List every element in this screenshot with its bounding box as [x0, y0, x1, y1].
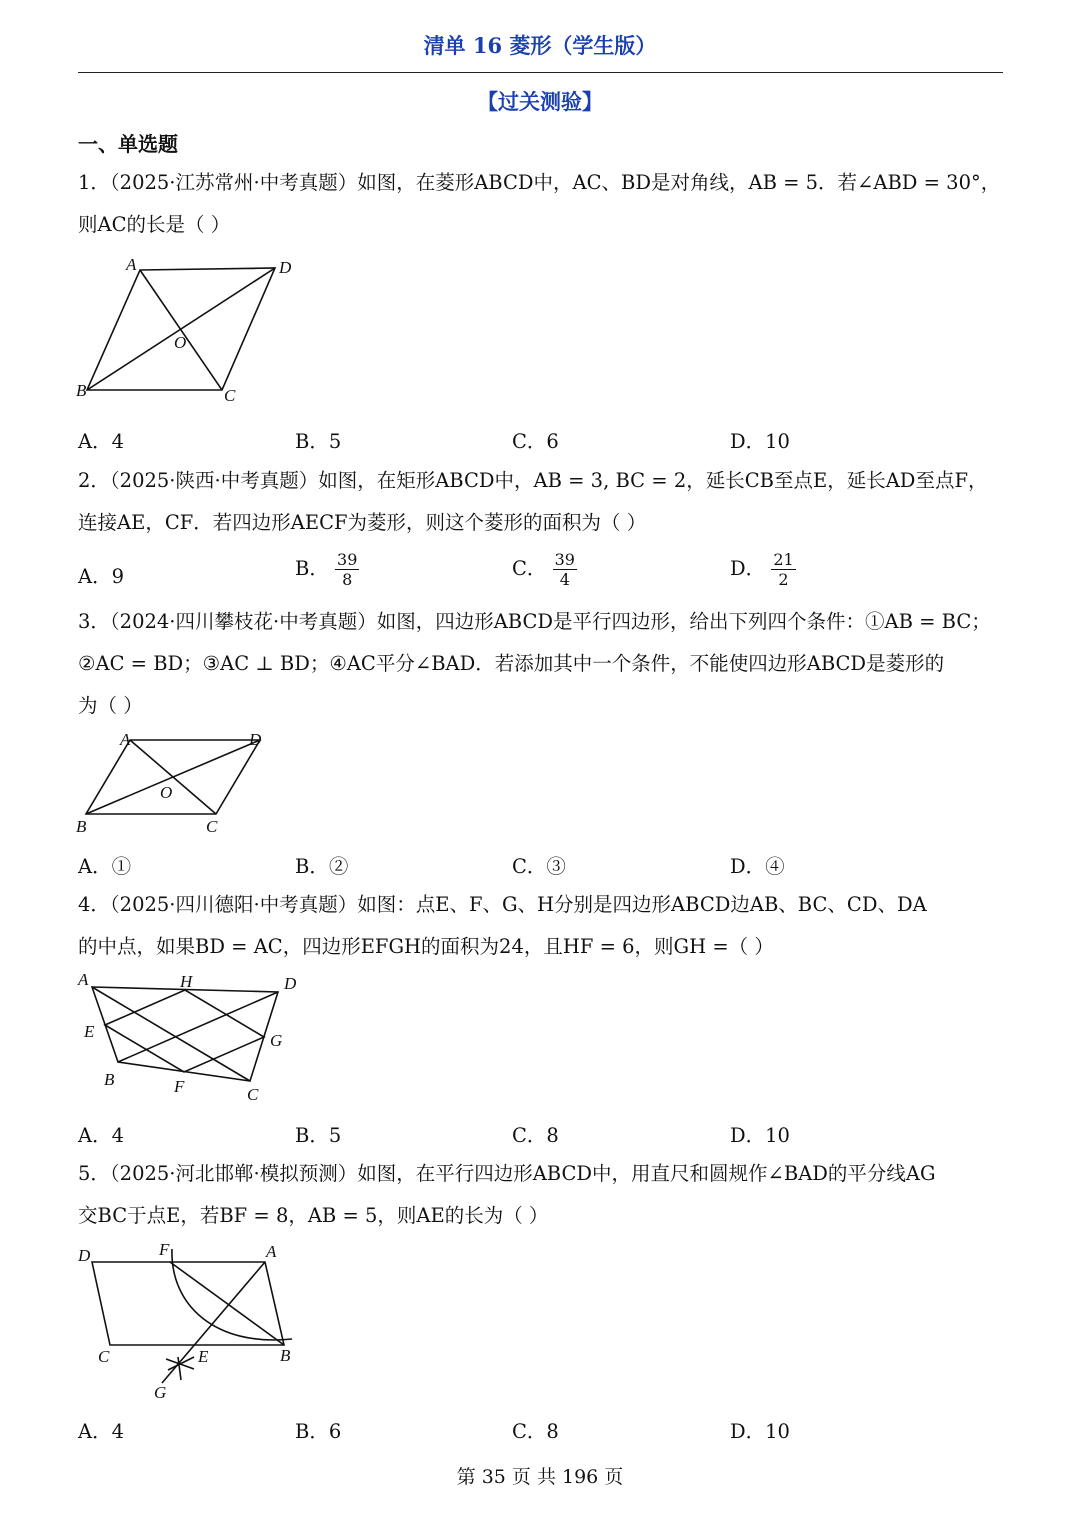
question-text: 的中点，如果BD = AC，四边形EFGH的面积为24，且HF = 6，则GH =（ ） — [78, 935, 774, 958]
section-tag: 【过关测验】 — [477, 89, 603, 114]
option-a[interactable]: A．4 — [78, 1124, 124, 1147]
label-a: A — [266, 1242, 277, 1261]
page-header-title: 清单 16 菱形（学生版） — [423, 33, 657, 58]
question-text: 交BC于点E，若BF = 8，AB = 5，则AE的长为（ ） — [78, 1204, 549, 1227]
label-a: A — [78, 970, 89, 989]
label-d: D — [284, 974, 297, 993]
diagonal-bd — [87, 268, 275, 390]
label-e: E — [84, 1022, 95, 1041]
figure-quadrilateral-efgh — [70, 965, 320, 1110]
header-rule — [78, 72, 1003, 73]
label-d: D — [279, 258, 292, 277]
diagonal-bd — [118, 992, 278, 1062]
label-e: E — [198, 1347, 209, 1366]
question-text: 如图，在平行四边形ABCD中，用直尺和圆规作∠BAD的平分线AG — [357, 1162, 936, 1185]
option-c[interactable]: C．8 — [512, 1420, 559, 1443]
question-number: 2． — [78, 469, 110, 492]
label-d: D — [249, 730, 262, 749]
option-b[interactable]: B．② — [295, 855, 349, 878]
label-b: B — [76, 381, 87, 400]
question-4 — [78, 884, 1008, 968]
label-b: B — [76, 817, 87, 836]
option-a[interactable]: A．9 — [78, 565, 125, 588]
option-b[interactable]: B．5 — [295, 1124, 342, 1147]
question-2 — [78, 460, 1008, 544]
question-source: （2024·四川攀枝花·中考真题） — [109, 610, 377, 633]
question-source: （2025·四川德阳·中考真题） — [109, 893, 358, 916]
label-c: C — [247, 1085, 259, 1104]
question-source: （2025·陕西·中考真题） — [109, 469, 319, 492]
option-a[interactable]: A．4 — [78, 1420, 124, 1443]
option-c[interactable]: C． $\frac{39}{4}$ — [512, 550, 575, 589]
label-a: A — [120, 730, 131, 749]
figure-angle-bisector — [70, 1235, 310, 1405]
label-c: C — [224, 386, 236, 405]
label-a: A — [126, 255, 137, 274]
label-d: D — [78, 1246, 91, 1265]
label-c: C — [206, 817, 218, 836]
label-c: C — [98, 1347, 110, 1366]
figure-rhombus-abcd — [70, 252, 310, 407]
options-q2 — [78, 550, 978, 600]
question-text: 如图，在菱形ABCD中，AC、BD是对角线，AB = 5．若∠ABD = 30°， — [357, 171, 1001, 194]
question-text: 为（ ） — [78, 694, 143, 717]
question-number: 3． — [78, 610, 110, 633]
page-footer: 第 35 页 共 196 页 — [456, 1466, 624, 1488]
question-text: 如图，四边形ABCD是平行四边形，给出下列四个条件：①AB = BC； — [376, 610, 991, 633]
option-d[interactable]: D．10 — [730, 430, 790, 453]
question-text: 连接AE，CF．若四边形AECF为菱形，则这个菱形的面积为（ ） — [78, 511, 647, 534]
label-o: O — [174, 333, 187, 352]
section-title: 一、单选题 — [78, 132, 178, 156]
option-c[interactable]: C．③ — [512, 855, 566, 878]
question-number: 1． — [78, 171, 110, 194]
quadrilateral-efgh — [105, 990, 264, 1072]
figure-parallelogram-abcd — [70, 728, 300, 838]
diagonal-bd — [86, 740, 260, 814]
option-d[interactable]: D． $\frac{21}{2}$ — [730, 550, 794, 589]
diagonal-ac — [140, 270, 222, 390]
label-o: O — [160, 783, 173, 802]
question-text: 如图：点E、F、G、H分别是四边形ABCD边AB、BC、CD、DA — [357, 893, 927, 916]
label-h: H — [180, 972, 193, 991]
label-b: B — [280, 1346, 291, 1365]
question-source: （2025·河北邯郸·模拟预测） — [109, 1162, 358, 1185]
label-f: F — [174, 1077, 185, 1096]
label-g: G — [154, 1383, 167, 1402]
question-text: 则AC的长是（ ） — [78, 213, 231, 236]
question-text: ②AC = BD；③AC ⊥ BD；④AC平分∠BAD．若添加其中一个条件，不能使四边形ABCD是菱形的 — [78, 652, 945, 675]
diagonal-ac — [92, 987, 250, 1081]
question-5 — [78, 1153, 1008, 1237]
option-c[interactable]: C．6 — [512, 430, 559, 453]
option-d[interactable]: D．④ — [730, 855, 785, 878]
option-a[interactable]: A．① — [78, 855, 132, 878]
option-d[interactable]: D．10 — [730, 1420, 790, 1443]
option-b[interactable]: B． $\frac{39}{8}$ — [295, 550, 358, 589]
option-b[interactable]: B．5 — [295, 430, 342, 453]
label-f: F — [159, 1240, 170, 1259]
question-number: 5． — [78, 1162, 110, 1185]
label-g: G — [270, 1031, 283, 1050]
question-number: 4． — [78, 893, 110, 916]
option-d[interactable]: D．10 — [730, 1124, 790, 1147]
option-a[interactable]: A．4 — [78, 430, 124, 453]
option-b[interactable]: B．6 — [295, 1420, 342, 1443]
question-1 — [78, 162, 1008, 246]
question-3 — [78, 601, 1008, 727]
question-text: 如图，在矩形ABCD中，AB = 3, BC = 2，延长CB至点E，延长AD至点F， — [318, 469, 988, 492]
question-source: （2025·江苏常州·中考真题） — [109, 171, 358, 194]
label-b: B — [104, 1070, 115, 1089]
option-c[interactable]: C．8 — [512, 1124, 559, 1147]
